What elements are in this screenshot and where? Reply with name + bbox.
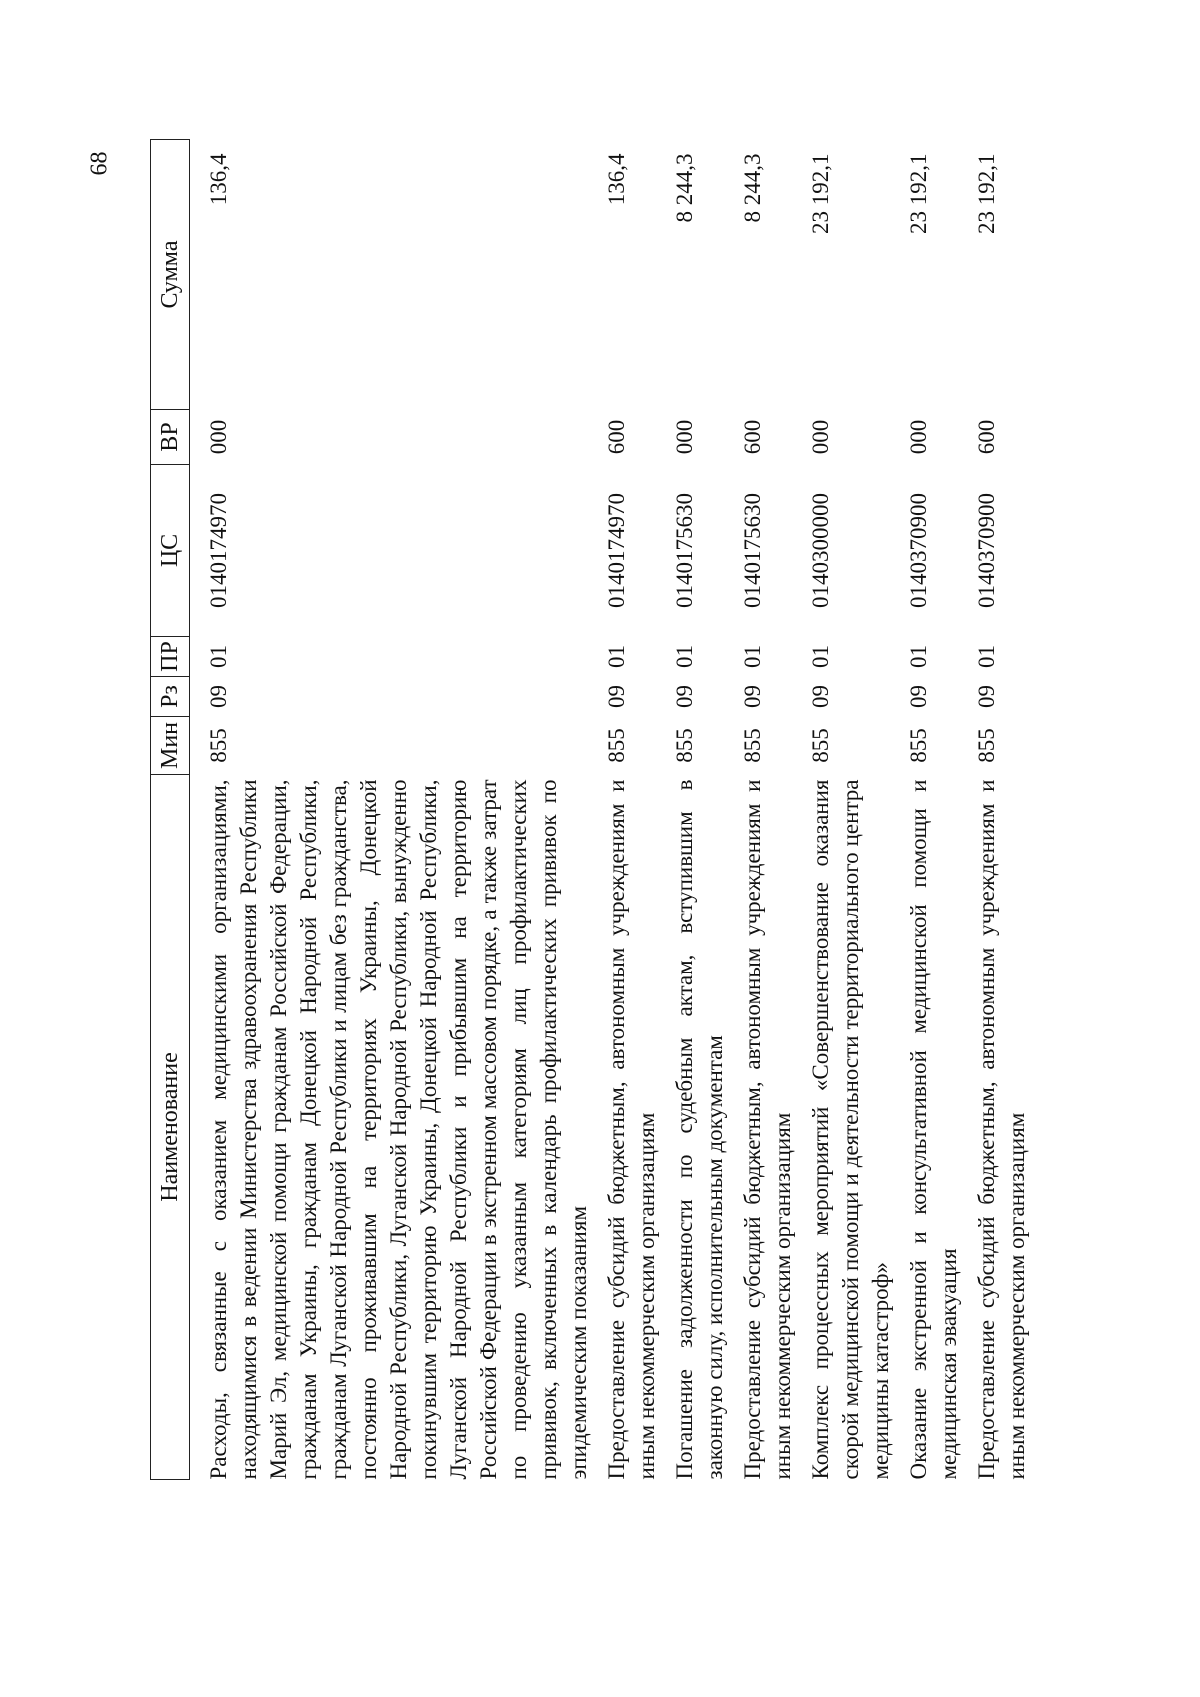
row-name: Комплекс процессных мероприятий «Совершенствование оказания скорой медицинской помощи и деятельности территориального центра медицины катастроф» (808, 779, 893, 1480)
table-row (802, 140, 900, 1480)
budget-table (150, 139, 1036, 1480)
row-pr: 01 (604, 645, 629, 668)
row-name: Оказание экстренной и консультативной медицинской помощи и медицинская эвакуация (906, 779, 961, 1480)
row-rz: 09 (974, 685, 999, 708)
table-header-row (151, 140, 190, 1480)
row-rz: 09 (672, 685, 697, 708)
row-min: 855 (604, 728, 629, 763)
row-sum: 8 244,3 (672, 153, 697, 223)
row-pr: 01 (974, 645, 999, 668)
row-cs: 0140175630 (672, 493, 697, 608)
table-row (666, 140, 734, 1480)
row-rz: 09 (206, 685, 231, 708)
row-sum: 136,4 (206, 153, 231, 206)
row-cs: 0140175630 (740, 493, 765, 608)
row-pr: 01 (672, 645, 697, 668)
row-sum: 136,4 (604, 153, 629, 206)
row-min: 855 (672, 728, 697, 763)
row-rz: 09 (906, 685, 931, 708)
row-cs: 0140174970 (604, 493, 629, 608)
row-vr: 000 (906, 419, 931, 455)
row-vr: 600 (974, 419, 999, 455)
row-min: 855 (740, 728, 765, 763)
row-cs: 0140300000 (808, 493, 833, 608)
header-rz: Рз (151, 677, 190, 717)
table-row (900, 140, 968, 1480)
header-min: Мин (151, 717, 190, 775)
row-rz: 09 (740, 685, 765, 708)
row-name: Предоставление субсидий бюджетным, автономным учреждениям и иным некоммерческим организациям (740, 779, 795, 1480)
row-sum: 23 192,1 (974, 153, 999, 234)
table-row (968, 140, 1036, 1480)
row-min: 855 (974, 728, 999, 763)
table-row (734, 140, 802, 1480)
header-cs: ЦС (151, 465, 190, 637)
row-sum: 8 244,3 (740, 153, 765, 223)
row-vr: 000 (808, 419, 833, 455)
row-vr: 000 (672, 419, 697, 455)
row-min: 855 (206, 728, 231, 763)
row-rz: 09 (808, 685, 833, 708)
rotated-page-content (150, 140, 1029, 1480)
row-vr: 600 (604, 419, 629, 455)
row-name: Предоставление субсидий бюджетным, автономным учреждениям и иным некоммерческим организациям (974, 779, 1029, 1480)
row-name: Предоставление субсидий бюджетным, автономным учреждениям и иным некоммерческим организациям (604, 779, 659, 1480)
row-vr: 600 (740, 419, 765, 455)
row-min: 855 (906, 728, 931, 763)
header-vr: ВР (151, 410, 190, 465)
row-pr: 01 (808, 645, 833, 668)
row-pr: 01 (206, 645, 231, 668)
header-pr: ПР (151, 637, 190, 677)
table-row (598, 140, 666, 1480)
header-sum: Сумма (151, 140, 190, 410)
row-pr: 01 (740, 645, 765, 668)
row-cs: 0140370900 (974, 493, 999, 608)
row-rz: 09 (604, 685, 629, 708)
header-name: Наименование (151, 775, 190, 1480)
table-row (190, 140, 599, 1480)
row-sum: 23 192,1 (808, 153, 833, 234)
row-name: Расходы, связанные с оказанием медицинскими организациями, находящимися в ведении Министерства здравоохранения Республики Марий Эл, медицинской помощи гражданам Российской Федерации, гражданам Украины, гражданам Донецкой Народной Республики, гражданам Луганской Народной Республики и лицам без гражданства, постоянно проживавшим на территориях Украины, Донецкой Народной Республики, Луганской Народной Республики, вынужденно покинувшим территорию Украины, Донецкой Народной Республики, Луганской Народной Республики и прибывшим на территорию Российской Федерации в экстренном массовом порядке, а также затрат по проведению указанным категориям лиц профилактических прививок, включенных в календарь профилактических прививок по эпидемическим показаниям (206, 779, 591, 1480)
row-cs: 0140370900 (906, 493, 931, 608)
page-number: 68 (86, 151, 113, 176)
row-min: 855 (808, 728, 833, 763)
row-sum: 23 192,1 (906, 153, 931, 234)
row-cs: 0140174970 (206, 493, 231, 608)
row-name: Погашение задолженности по судебным актам, вступившим в законную силу, исполнительным документам (672, 779, 727, 1480)
row-vr: 000 (206, 419, 231, 455)
row-pr: 01 (906, 645, 931, 668)
